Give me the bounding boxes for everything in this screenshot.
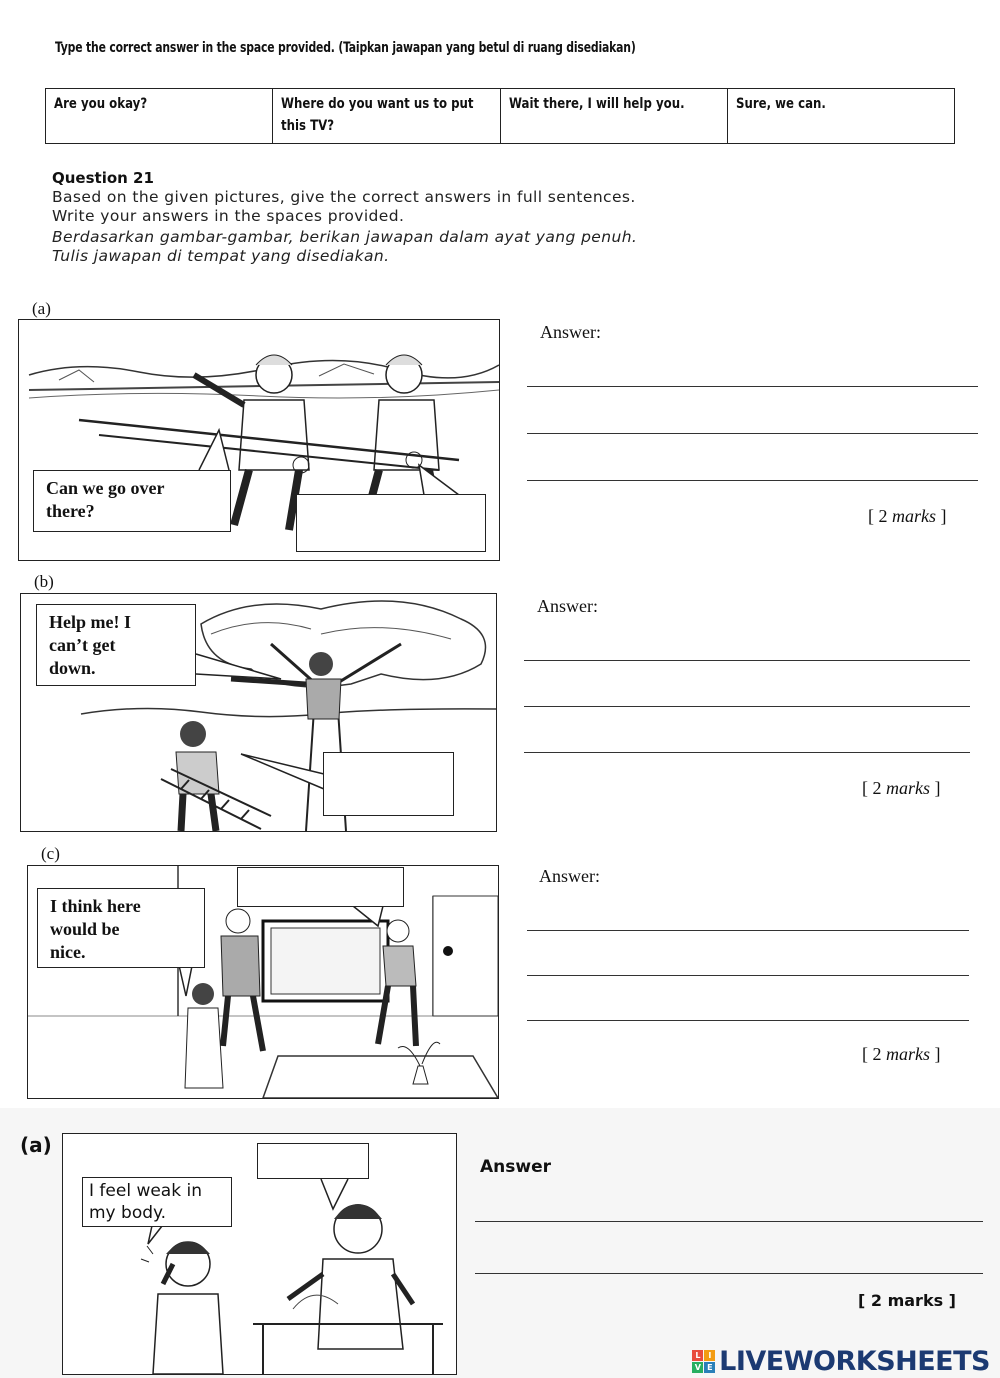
option-cell-1 xyxy=(46,89,273,144)
option-cell-3 xyxy=(500,89,727,144)
option-3: Wait there, I will help you. xyxy=(508,96,685,112)
speech-bubble-b xyxy=(36,604,196,686)
option-4: Sure, we can. xyxy=(735,96,826,112)
answer-line-a-1[interactable] xyxy=(527,386,978,387)
answer-options-table xyxy=(45,88,955,144)
answer-label-extra: Answer xyxy=(480,1157,551,1177)
extra-part-label: (a) xyxy=(20,1133,52,1157)
speech-c-line-3: nice. xyxy=(50,942,86,962)
answer-line-c-3[interactable] xyxy=(527,1020,969,1021)
marks-a xyxy=(868,506,947,527)
question-line-3: Berdasarkan gambar-gambar, berikan jawapan dalam ayat yang penuh. xyxy=(52,228,638,246)
logo-tile-l: L xyxy=(692,1350,703,1361)
answer-line-b-2[interactable] xyxy=(524,706,970,707)
speech-c-line-2: would be xyxy=(50,919,120,939)
marks-a-word: marks xyxy=(892,506,936,526)
answer-line-a-2[interactable] xyxy=(527,433,978,434)
speech-bubble-c xyxy=(37,888,205,968)
marks-a-open: [ 2 xyxy=(868,506,892,526)
speech-b-line-3: down. xyxy=(49,658,96,678)
option-cell-2 xyxy=(273,89,500,144)
speech-c-line-1: I think here xyxy=(50,896,141,916)
speech-bubble-extra xyxy=(82,1177,232,1227)
part-c-label: (c) xyxy=(41,844,60,863)
answer-line-extra-1[interactable] xyxy=(475,1221,983,1222)
speech-a-line-2: there? xyxy=(46,501,95,521)
marks-c-word: marks xyxy=(886,1044,930,1064)
answer-line-b-3[interactable] xyxy=(524,752,970,753)
answer-line-c-1[interactable] xyxy=(527,930,969,931)
speech-b-line-1: Help me! I xyxy=(49,612,131,632)
speech-extra-line-2: my body. xyxy=(89,1203,167,1223)
marks-c-close: ] xyxy=(930,1044,941,1064)
marks-b-word: marks xyxy=(886,778,930,798)
logo-tile-v: V xyxy=(692,1362,703,1373)
speech-a-line-1: Can we go over xyxy=(46,478,165,498)
speech-bubble-a xyxy=(33,470,231,532)
answer-label-b: Answer: xyxy=(537,596,598,616)
blank-speech-bubble-extra xyxy=(257,1143,369,1179)
blank-speech-bubble-b xyxy=(323,752,454,816)
answer-line-b-1[interactable] xyxy=(524,660,970,661)
instruction-text: Type the correct answer in the space provided. (Taipkan jawapan yang betul di ruang disediakan) xyxy=(55,40,636,56)
part-b-label: (b) xyxy=(34,572,54,591)
marks-extra: [ 2 marks ] xyxy=(858,1291,956,1310)
marks-b xyxy=(862,778,941,799)
speech-b-line-2: can’t get xyxy=(49,635,116,655)
option-1: Are you okay? xyxy=(54,96,148,112)
answer-line-c-2[interactable] xyxy=(527,975,969,976)
marks-b-close: ] xyxy=(930,778,941,798)
blank-speech-bubble-c xyxy=(237,867,404,907)
answer-line-extra-2[interactable] xyxy=(475,1273,983,1274)
logo-tile-i: I xyxy=(704,1350,715,1361)
answer-label-a: Answer: xyxy=(540,322,601,342)
part-a-label: (a) xyxy=(32,299,51,318)
answer-label-c: Answer: xyxy=(539,866,600,886)
liveworksheets-logo-icon xyxy=(692,1350,715,1373)
marks-a-close: ] xyxy=(936,506,947,526)
liveworksheets-logo-text: LIVEWORKSHEETS xyxy=(719,1346,990,1377)
marks-c-open: [ 2 xyxy=(862,1044,886,1064)
marks-b-open: [ 2 xyxy=(862,778,886,798)
option-2: Where do you want us to put this TV? xyxy=(281,96,474,134)
liveworksheets-logo xyxy=(692,1346,990,1377)
question-line-2: Write your answers in the spaces provided. xyxy=(52,207,405,225)
question-line-1: Based on the given pictures, give the correct answers in full sentences. xyxy=(52,188,636,206)
marks-c xyxy=(862,1044,941,1065)
option-cell-4 xyxy=(727,89,954,144)
blank-speech-bubble-a xyxy=(296,494,486,552)
logo-tile-e: E xyxy=(704,1362,715,1373)
answer-line-a-3[interactable] xyxy=(527,480,978,481)
speech-extra-line-1: I feel weak in xyxy=(89,1181,202,1201)
question-line-4: Tulis jawapan di tempat yang disediakan. xyxy=(52,247,390,265)
question-title: Question 21 xyxy=(52,169,154,187)
